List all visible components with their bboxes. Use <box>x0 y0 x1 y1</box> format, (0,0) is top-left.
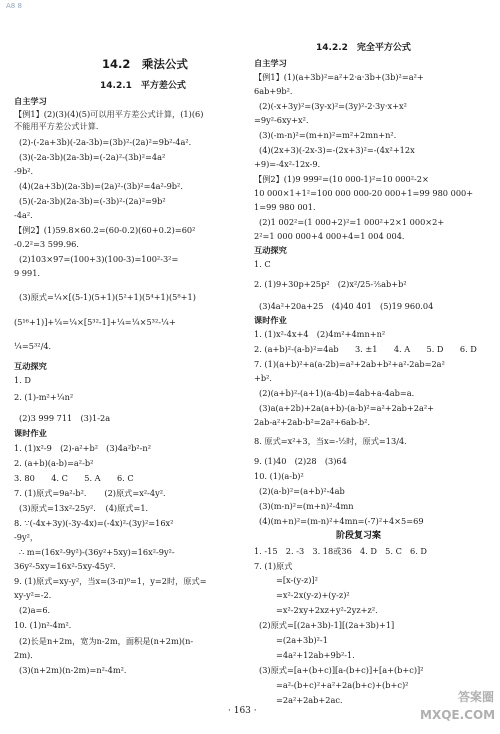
left-line: -9y²， <box>14 532 39 542</box>
left-line: -9b²． <box>14 166 39 176</box>
right-line: (3)4a²+20a+25 (4)40 401 (5)19 960.04 <box>259 301 434 311</box>
right-line: 10 000×1+1²=100 000 000-20 000+1=99 980 000+ <box>254 188 474 198</box>
right-line: (3)(-m-n)²=(m+n)²=m²+2mn+n²． <box>259 130 402 140</box>
left-line: 36y²-5xy=16x²-5xy-45y²． <box>14 561 122 571</box>
left-line: 【例2】(1)59.8×60.2=(60-0.2)(60+0.2)=60² <box>14 225 196 235</box>
left-line: (3)(-2a-3b)(2a-3b)=(-2a)²-(3b)²=4a² <box>19 152 166 162</box>
watermark-line-2: MXQE.COM <box>420 708 496 722</box>
right-line: 2. (a+b)²-(a-b)²=4ab 3. ±1 4. A 5. D 6. D <box>254 344 477 354</box>
right-line: =[x-(y-z)]² <box>276 575 318 585</box>
left-line: (2)长是n+2m，宽为n-2m，面积是(n+2m)(n- <box>19 636 194 646</box>
left-line: (2)-(-2a+3b)(-2a-3b)=(3b)²-(2a)²=9b²-4a²． <box>19 137 197 147</box>
left-line: (4)(2a+3b)(2a-3b)=(2a)²-(3b)²=4a²-9b²． <box>19 181 189 191</box>
right-line: =2a²+2ab+2ac． <box>276 695 349 705</box>
right-line: (4)(m+n)²=(m-n)²+4mn=(-7)²+4×5=69 <box>259 516 424 526</box>
right-line: 【例1】(1)(a+3b)²=a²+2·a·3b+(3b)²=a²+ <box>254 72 424 82</box>
left-line: ∴ m=(16x²-9y²)-(36y²+5xy)=16x²-9y²- <box>19 547 175 557</box>
right-line: 9. (1)40 (2)28 (3)64 <box>254 456 347 466</box>
left-line: 课时作业 <box>14 428 47 438</box>
right-line: 阶段复习案 <box>336 531 382 541</box>
right-line: +9)=-4x²-12x-9． <box>254 159 326 169</box>
right-line: =x²-2xy+2xz+y²-2yz+z²． <box>276 605 384 615</box>
left-line: 7. (1)原式=9a²-b²． (2)原式=x²-4y²． <box>14 488 172 498</box>
right-line: =a²-(b+c)²+a²+2a(b+c)+(b+c)² <box>276 680 409 690</box>
right-line: (2)(a+b)²-(a+1)(a-4b)=4ab+a-4ab=a． <box>259 388 420 398</box>
left-line: (3)原式=¼×[(5-1)(5+1)(5²+1)(5⁴+1)(5⁸+1) <box>19 292 196 302</box>
right-line: =9y²-6xy+x²． <box>254 115 315 125</box>
right-line: (2)原式=[(2a+3b)-1][(2a+3b)+1] <box>259 620 395 630</box>
left-line: (5¹⁶+1)]+¼=¼×[5³²-1]+¼=¼×5³²-¼+ <box>14 317 176 327</box>
left-line: 自主学习 <box>14 96 47 106</box>
left-line: 9. (1)原式=xy-y²，当x=(3-π)⁰=1，y=2时，原式= <box>14 576 207 586</box>
right-line: 7. (1)原式 <box>254 561 293 571</box>
right-line: (2)(a-b)²=(a+b)²-4ab <box>259 486 345 496</box>
left-line: 2. (1)-m²+¼n² <box>14 392 74 402</box>
right-line: 课时作业 <box>254 315 287 325</box>
left-line: -4a²． <box>14 210 39 220</box>
left-line: (5)(-2a-3b)(2a-3b)=(-3b)²-(2a)²=9b² <box>19 196 166 206</box>
right-line: (4)(2x+3)(-2x-3)=-(2x+3)²=-(4x²+12x <box>259 145 415 155</box>
right-line: 自主学习 <box>254 58 287 68</box>
left-line: 2. (a+b)(a-b)=a²-b² <box>14 458 94 468</box>
right-line: 2²=1 000 000+4 000+4=1 004 004． <box>254 231 411 241</box>
left-line: 1. D <box>14 375 31 385</box>
header-mark: A8 8 <box>6 2 22 10</box>
left-line: 14.2 乘法公式 <box>102 57 188 71</box>
right-line: 10. (1)(a-b)² <box>254 471 304 481</box>
right-line: 2. (1)9+30p+25p² (2)x²/25-⅖ab+b² <box>254 279 407 289</box>
right-line: 1. C <box>254 259 271 269</box>
left-line: xy-y²=-2． <box>14 590 57 600</box>
watermark-line-1: 答案圈 <box>457 690 494 704</box>
left-line: 10. (1)n²-4m²． <box>14 620 77 630</box>
left-line: (3)(n+2m)(n-2m)=n²-4m²． <box>19 665 133 675</box>
page-number: · 163 · <box>228 706 257 716</box>
right-line: 8. 原式=x²+3，当x=-½时，原式=13/4． <box>254 436 413 446</box>
right-line: (2)1 002²=(1 000+2)²=1 000²+2×1 000×2+ <box>259 217 445 227</box>
left-line: ¼=5³²/4． <box>14 341 57 351</box>
right-line: =(2a+3b)²-1 <box>276 635 328 645</box>
right-line: 1=99 980 001． <box>254 202 322 212</box>
right-line: +b²． <box>254 373 278 383</box>
left-line: 【例1】(2)(3)(4)(5)可以用平方差公式计算，(1)(6) <box>14 109 204 119</box>
left-line: (2)103×97=(100+3)(100-3)=100²-3²= <box>19 254 179 264</box>
right-line: 6ab+9b²． <box>254 86 299 96</box>
right-line: 2ab-a²+2ab-b²=2a²+6ab-b²． <box>254 417 376 427</box>
right-line: =4a²+12ab+9b²-1． <box>276 650 361 660</box>
right-line: =x²-2x(y-z)+(y-z)² <box>276 590 350 600</box>
left-line: 8. ∵(-4x+3y)(-3y-4x)=(-4x)²-(3y)²=16x² <box>14 518 174 528</box>
right-line: (3)(m-n)²=(m+n)²-4mn <box>259 501 354 511</box>
left-line: (3)原式=13x²-25y²． (4)原式=1． <box>19 503 154 513</box>
right-line: 14.2.2 完全平方公式 <box>316 43 411 53</box>
right-line: 【例2】(1)9 999²=(10 000-1)²=10 000²-2× <box>254 174 429 184</box>
left-line: 不能用平方差公式计算． <box>14 121 105 131</box>
left-line: 互动探究 <box>14 361 47 371</box>
left-line: 9 991． <box>14 268 46 278</box>
right-line: 1. (1)x²-4x+4 (2)4m²+4mn+n² <box>254 329 386 339</box>
right-line: (2)(-x+3y)²=(3y-x)²=(3y)²-2·3y·x+x² <box>259 101 407 111</box>
left-line: 14.2.1 平方差公式 <box>100 81 186 91</box>
left-line: 2m)． <box>14 650 39 660</box>
left-line: 3. 80 4. C 5. A 6. C <box>14 473 134 483</box>
right-line: (3)原式=[a+(b+c)][a-(b+c)]+[a+(b+c)]² <box>259 665 424 675</box>
watermark-logo <box>420 688 494 728</box>
left-line: 1. (1)x²-9 (2)-a²+b² (3)4a²b²-n² <box>14 443 151 453</box>
right-line: 互动探究 <box>254 245 287 255</box>
right-line: 7. (1)(a+b)²+a(a-2b)=a²+2ab+b²+a²-2ab=2a² <box>254 359 445 369</box>
left-line: (2)a=6． <box>19 605 56 615</box>
right-line: 1. -15 2. -3 3. 18或36 4. D 5. C 6. D <box>254 546 428 556</box>
left-line: -0.2²=3 599.96． <box>14 239 85 249</box>
left-line: (2)3 999 711 (3)1-2a <box>19 413 111 423</box>
right-line: (3)a(a+2b)+2a(a+b)-(a-b)²=a²+2ab+2a²+ <box>259 403 435 413</box>
